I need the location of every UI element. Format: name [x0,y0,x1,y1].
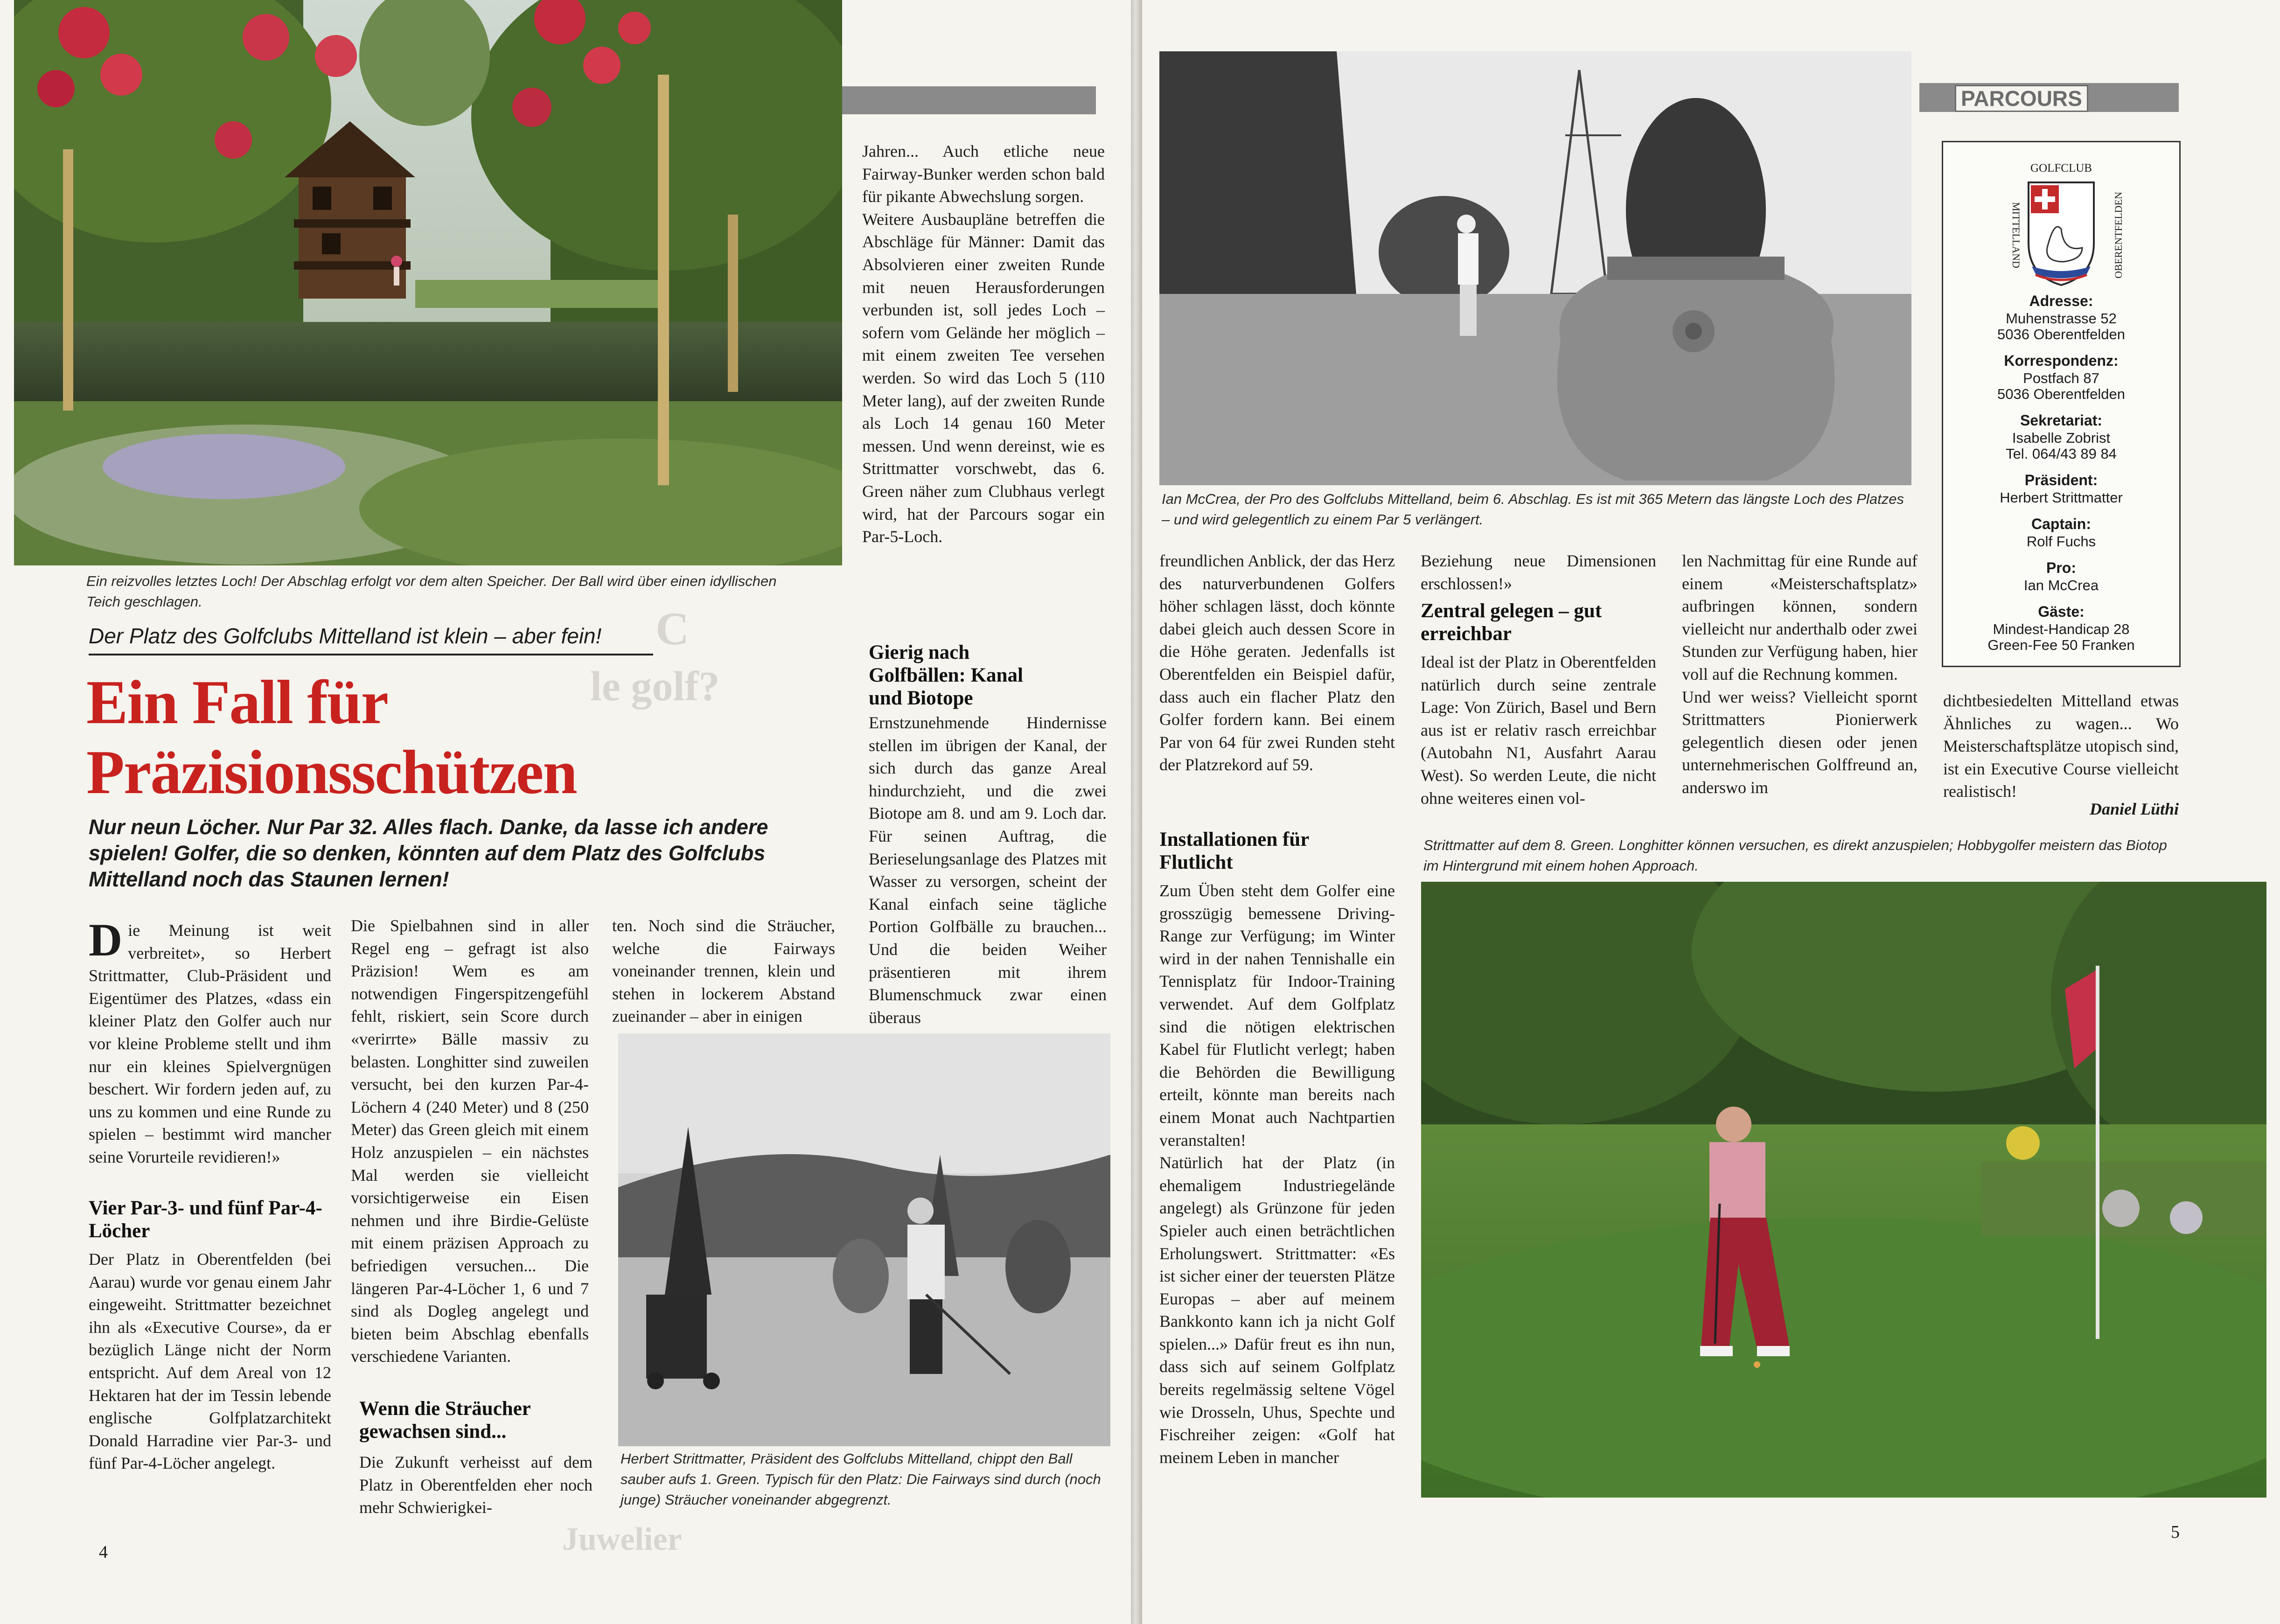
bleed-through-3: Juwelier [562,1521,682,1557]
col1-para-2: Der Platz in Oberentfelden (bei Aarau) wurde vor genau einem Jahr eingeweiht. Strittmatter bezeichnet ihn als «Executive Course», da er bezüglich Länge nicht der Norm entspricht. Auf dem Areal von 12 Hektaren hat der im Tessin lebende englische Golfplatzarchitekt Donald Harradine vier Par-3- und fünf Par-4-Löcher angelegt. [89,1250,331,1473]
left-column-4 [862,140,1105,548]
col4-para-3: Ernstzunehmende Hindernisse stellen im übrigen der Kanal, der sich durch das ganze Areal hindurchzieht, und die zwei Biotope am 8. und am 9. Loch dar. Für seinen Auftrag, die Berieselungsanlage des Platzes mit Wasser zu versorgen, scheint der Kanal einfach seine tägliche Portion Golfbälle zu brauchen... Und die beiden Weiher präsentieren mit ihrem Blumenschmuck zwar einen überaus [869,713,1107,1027]
sidebar-label-gaeste: Gäste: [2038,603,2085,620]
col4-para-1: Jahren... Auch etliche neue Fairway-Bunker werden schon bald für pikante Abwechslung sorgen. [862,142,1105,206]
logo-text-left: MITTELLAND [2010,202,2022,268]
col3-para-1: ten. Noch sind die Sträucher, welche die Fairways voneinander trennen, klein und stehen in lockerem Abstand zueinander – aber in einigen [612,916,835,1026]
col2-para-2: Die Zukunft verheisst auf dem Platz in Oberentfelden eher noch mehr Schwierigkei- [359,1453,593,1517]
lead-paragraph: Nur neun Löcher. Nur Par 32. Alles flach. Danke, da lasse ich andere spielen! Golfer, die so denken, könnten auf dem Platz des Golfclubs Mittelland noch das Staunen lernen! [89,815,768,891]
drop-cap: D [89,914,123,966]
left-column-1b [89,1248,331,1475]
spine-gutter [1131,0,1142,1624]
sidebar-value: Isabelle Zobrist [2012,430,2111,446]
strittmatter-chip-photo [618,1033,1110,1446]
left-column-2b [359,1451,593,1519]
left-page [0,0,1131,1624]
garden-pond-photo [14,0,842,565]
green-photo-caption: Strittmatter auf dem 8. Green. Longhitter können versuchen, es direkt anzuspielen; Hobbygolfer meistern das Biotop im Hintergrund mit einem hohen Approach. [1423,837,2167,874]
right-column-4 [1943,690,2179,803]
left-column-2 [351,914,589,1368]
page-number-right: 5 [2171,1522,2180,1542]
subhead-gierig: Gierig nach Golfbällen: Kanal und Biotope [869,641,1023,709]
col1-para-1: ie Meinung ist weit verbreitet», so Herbert Strittmatter, Club-Präsident und Eigentümer des Platzes, «dass ein kleiner Platz den Golfer auch nur vor kleine Probleme stellt und ihm nur ein kleines Spielvergnügen beschert. Wir fordern jeden auf, zu uns zu kommen und eine Runde zu spielen – bestimmt wird mancher seine Vorurteile revidieren!» [89,921,331,1166]
putting-green-photo [1421,882,2266,1498]
parcours-label: PARCOURS [1955,85,2088,112]
sidebar-value: Postfach 87 [2023,370,2099,386]
subhead-installationen: Installationen für Flutlicht [1159,829,1309,873]
sidebar-value: Herbert Strittmatter [2000,489,2123,506]
sidebar-value: 5036 Oberentfelden [1997,386,2126,402]
mccrea-tee-photo [1159,51,1911,485]
subhead-vier-par: Vier Par-3- und fünf Par-4-Löcher [89,1197,322,1242]
logo-text-top: GOLFCLUB [2030,162,2092,174]
left-column-1 [89,914,331,1169]
right-column-2b [1421,651,1656,809]
sidebar-label-captain: Captain: [2031,516,2091,532]
sidebar-value: Tel. 064/43 89 84 [2006,446,2117,462]
right-column-3 [1682,550,1917,799]
rcol1-para-1: freundlichen Anblick, der das Herz des naturverbundenen Golfers höher schlagen lässt, doch könnte dabei gleich auch dessen Score in die Höhe geraten. Jedenfalls ist Oberentfelden ein Beispiel dafür, dass auch ein flacher Platz den Golfer fordern kann. Bei einem Par von 64 für zwei Runden steht der Platzrekord auf 59. [1159,551,1395,774]
left-column-4b [869,711,1107,1029]
sidebar-label-sekretariat: Sekretariat: [2020,412,2103,429]
bleed-through-1: C [655,603,690,655]
top-photo-caption: Ein reizvolles letztes Loch! Der Abschlag erfolgt vor dem alten Speicher. Der Ball wird über einen idyllischen Teich geschlagen. [86,573,777,610]
club-info-box [1942,141,2181,667]
logo-text-right: OBERENTFELDEN [2113,192,2124,279]
sidebar-value: Rolf Fuchs [2026,533,2096,550]
col2-para-1: Die Spielbahnen sind in aller Regel eng – gefragt ist also Präzision! Wem es am notwendigen Fingerspitzengefühl fehlt, riskiert, sein Score durch «verirrte» Bälle massiv zu belasten. Longhitter sind zuweilen versucht, bei den kurzen Par-4-Löchern 4 (240 Meter) und 8 (250 Meter) das Green gleich mit einem Holz anzuspielen – ein nächstes Mal werden sie vielleicht vorsichtigerweise ein Eisen nehmen und ihre Birdie-Gelüste mit einem präzisen Approach zu befriedigen versuchen... Die längeren Par-4-Löcher 1, 6 und 7 sind als Dogleg angelegt und bieten beim Abschlag ebenfalls verschiedene Varianten. [351,916,589,1366]
club-logo [2003,154,2124,294]
section-bar [842,86,1096,114]
subhead-zentral: Zentral gelegen – gut erreichbar [1421,600,1602,645]
rcol1-para-2: Zum Üben steht dem Golfer eine grosszügig bemessene Driving-Range zur Verfügung; im Winter wird in der nahen Tennishalle ein Tennisplatz für Indoor-Training verwendet. Auf dem Golfplatz sind die nötigen elektrischen Kabel für Flutlicht verlegt; haben die Behörden die Bewilligung erteilt, könnte man bereits nach einem Monat auch Nachtpartien veranstalten! [1159,881,1395,1150]
headline-line-1: Ein Fall für [86,668,388,737]
sidebar-value: Muhenstrasse 52 [2006,310,2117,327]
right-page [1142,0,2280,1624]
rcol3-para-1: len Nachmittag für eine Runde auf einem «Meisterschaftsplatz» aufbringen können, sondern vielleicht nur anderthalb oder zwei Stunden zur Verfügung haben, hier voll auf die Rechnung kommen. [1682,551,1917,683]
sidebar-label-pro: Pro: [2046,559,2076,576]
parcours-section-bar [1919,83,2179,112]
right-column-2 [1421,550,1656,595]
sidebar-value: Ian McCrea [2023,577,2099,593]
mccrea-photo-caption: Ian McCrea, der Pro des Golfclubs Mittelland, beim 6. Abschlag. Es ist mit 365 Metern das längste Loch des Platzes – und wird gelegentlich zu einem Par 5 verlängert. [1162,491,1904,528]
sidebar-label-praesident: Präsident: [2024,472,2098,488]
rcol3-para-2: Und wer weiss? Vielleicht spornt Strittmatters Pionierwerk gelegentlich diesen oder jenen unternehmerischen Golffreund an, anderswo im [1682,687,1917,797]
rcol4-para-1: dichtbesiedelten Mittelland etwas Ähnliches zu wagen... Wo Meisterschaftsplätze utopisch sind, ist ein Executive Course vielleicht realistisch! [1943,691,2179,801]
sidebar-value: Green-Fee 50 Franken [1987,637,2135,653]
bleed-through-2: le golf? [590,663,720,710]
rcol1-para-3: Natürlich hat der Platz (in ehemaligem Industriegelände angelegt) als Grünzone für jeden Spieler auch einen beträchtlichen Erholungswert. Strittmatter: «Es ist sicher einer der teuersten Plätze Europas – aber auf meinem Bankkonto kann ich ja nicht Golf spielen...» Dafür freut es ihn nun, dass sich auf seinem Golfplatz bereits regelmässig seltene Vögel wie Drosseln, Uhus, Spechte und Fischreiher zeigen: «Golf hat meinem Leben in mancher [1159,1153,1395,1467]
sidebar-label-korrespondenz: Korrespondenz: [2004,352,2119,369]
mccrea-illustration [1159,51,1911,485]
col4-para-2: Weitere Ausbaupläne betreffen die Abschläge für Männer: Damit das Absolvieren einer zweiten Runde mit neuen Herausforderungen verbunden ist, soll jedes Loch – sofern vom Gelände her möglich – mit einem zweiten Tee versehen werden. So wird das Loch 5 (110 Meter lang), auf der zweiten Runde als Loch 14 genau 160 Meter messen. Und wenn dereinst, wie es Strittmatter vorschwebt, das 6. Green näher zum Clubhaus verlegt wird, hat der Parcours sogar ein Par-5-Loch. [862,209,1105,546]
kicker: Der Platz des Golfclubs Mittelland ist klein – aber fein! [89,623,653,655]
bw-golf-illustration [618,1033,1110,1446]
left-column-3 [612,914,835,1028]
sidebar-value: 5036 Oberentfelden [1997,326,2126,342]
right-column-1 [1159,550,1395,776]
rcol2-para-2: Ideal ist der Platz in Oberentfelden natürlich durch seine zentrale Lage: Von Zürich, Basel und Bern aus ist er relativ rasch erreichbar (Autobahn N1, Ausfahrt Aarau West). So werden Leute, die nicht ohne weiteres einen vol- [1421,653,1656,808]
page-number-left: 4 [99,1542,108,1562]
author-byline: Daniel Lüthi [2089,800,2179,818]
headline-line-2: Präzisionsschützen [86,738,577,807]
right-column-1b [1159,879,1395,1469]
garden-pond-illustration [14,0,842,565]
bw-photo-caption: Herbert Strittmatter, Präsident des Golfclubs Mittelland, chippt den Ball sauber aufs 1. Green. Typisch für den Platz: Die Fairways sind durch (noch junge) Sträucher voneinander abgegrenzt. [621,1450,1101,1508]
sidebar-value: Mindest-Handicap 28 [1993,621,2130,637]
rcol2-para-1: Beziehung neue Dimensionen erschlossen!» [1421,551,1656,593]
sidebar-label-adresse: Adresse: [2029,293,2093,309]
putting-green-illustration [1421,882,2266,1498]
subhead-straeucher: Wenn die Sträucher gewachsen sind... [359,1398,531,1443]
